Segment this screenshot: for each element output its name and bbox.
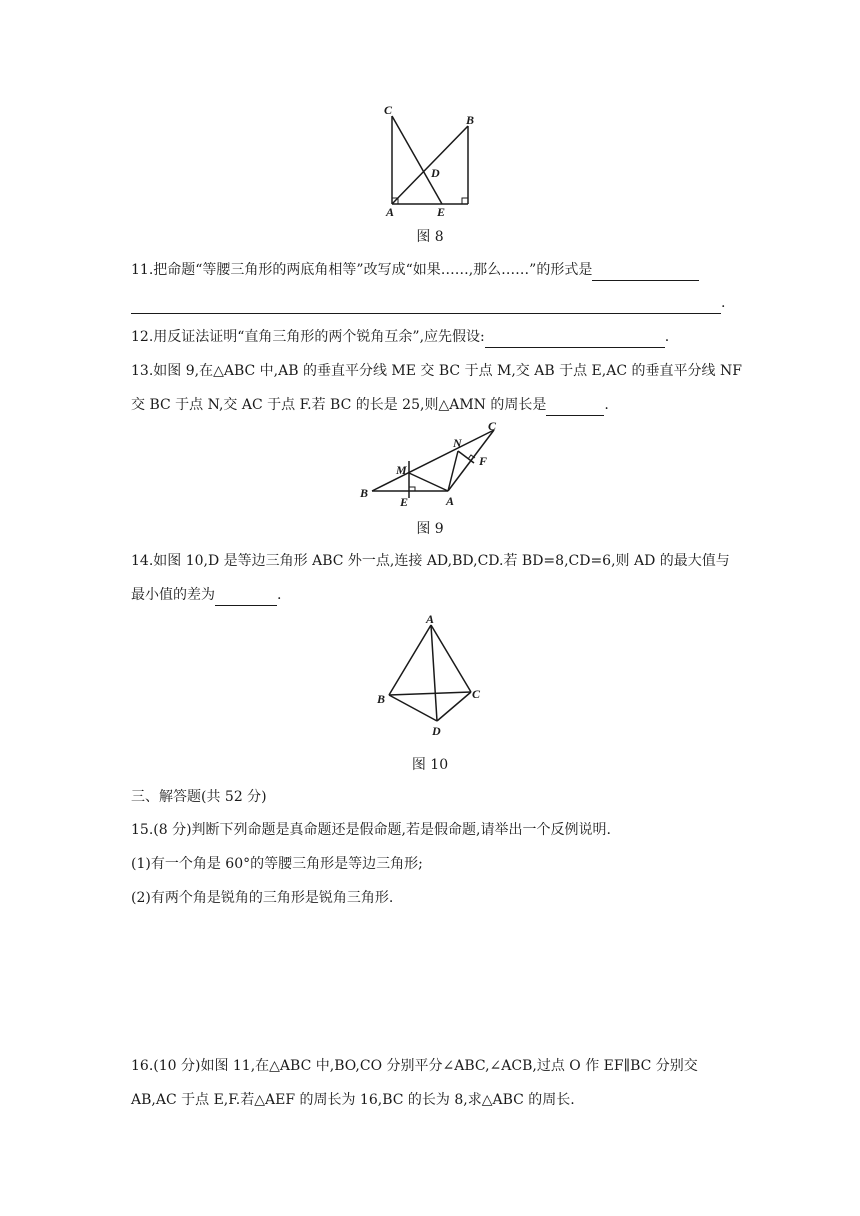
label-a: A (426, 612, 435, 626)
label-a: A (446, 494, 455, 508)
segment-ab (389, 625, 431, 695)
right-angle-mark-b (462, 198, 468, 204)
label-a: A (386, 205, 395, 219)
question-12-text: 12.用反证法证明“直角三角形的两个锐角互余”,应先假设: (131, 329, 485, 345)
question-12-end: . (664, 329, 670, 345)
figure-8-diagram (376, 100, 486, 220)
label-n: N (453, 436, 462, 450)
segment-nf (458, 451, 474, 463)
question-14-line-1: 14.如图 10,D 是等边三角形 ABC 外一点,连接 AD,BD,CD.若 BD=8,CD=6,则 AD 的最大值与 (131, 553, 730, 569)
question-15-part-1: (1)有一个角是 60°的等腰三角形是等边三角形; (131, 856, 423, 872)
section-3-title: 三、解答题(共 52 分) (131, 789, 267, 805)
question-11-blank-2[interactable] (131, 293, 721, 314)
question-11-end: . (721, 295, 726, 311)
question-14-blank[interactable] (215, 585, 277, 606)
question-14-line-2 (131, 585, 281, 606)
question-16-line-1: 16.(10 分)如图 11,在△ABC 中,BO,CO 分别平分∠ABC,∠ACB,过点 O 作 EF∥BC 分别交 (131, 1058, 698, 1074)
question-11 (131, 260, 699, 281)
label-c: C (472, 687, 481, 701)
segment-ac (431, 625, 471, 692)
figure-10-caption: 图 10 (411, 757, 449, 773)
figure-9 (356, 418, 516, 514)
label-f: F (479, 454, 488, 468)
question-14-text: 最小值的差为 (131, 587, 215, 603)
question-11-blank-1[interactable] (592, 260, 699, 281)
segment-ab-diagonal (392, 126, 468, 204)
label-d: D (431, 166, 440, 180)
label-e: E (400, 495, 409, 509)
question-13-end: . (604, 397, 609, 413)
label-b: B (377, 692, 386, 706)
segment-bc (372, 430, 494, 491)
figure-9-diagram (356, 418, 516, 514)
label-d: D (432, 724, 441, 738)
question-15-stem: 15.(8 分)判断下列命题是真命题还是假命题,若是假命题,请举出一个反例说明. (131, 822, 611, 838)
question-15-part-2: (2)有两个角是锐角的三角形是锐角三角形. (131, 890, 394, 906)
segment-bd (389, 695, 437, 721)
question-13-text: 交 BC 于点 N,交 AC 于点 F.若 BC 的长是 25,则△AMN 的周长是 (131, 397, 547, 413)
label-e: E (437, 205, 446, 219)
question-13-line-1: 13.如图 9,在△ABC 中,AB 的垂直平分线 ME 交 BC 于点 M,交 AB 于点 E,AC 的垂直平分线 NF (131, 363, 742, 379)
question-11-continued (131, 293, 725, 314)
figure-10-diagram (370, 611, 490, 745)
segment-ad (431, 625, 437, 721)
question-13-blank[interactable] (546, 395, 604, 416)
question-16-line-2: AB,AC 于点 E,F.若△AEF 的周长为 16,BC 的长为 8,求△ABC 的周长. (131, 1092, 575, 1108)
question-12-blank[interactable] (485, 327, 665, 348)
label-c: C (488, 419, 497, 433)
question-12 (131, 327, 669, 348)
label-b: B (466, 113, 475, 127)
label-m: M (396, 463, 407, 477)
label-c: C (384, 103, 393, 117)
figure-8-caption: 图 8 (416, 229, 444, 245)
figure-9-caption: 图 9 (416, 521, 444, 537)
question-11-text: 11.把命题“等腰三角形的两底角相等”改写成“如果……,那么……”的形式是 (131, 262, 593, 278)
label-b: B (360, 486, 369, 500)
figure-10 (370, 611, 490, 745)
segment-bc (389, 692, 471, 695)
question-13-line-2 (131, 395, 609, 416)
segment-cd (437, 692, 471, 721)
question-14-end: . (277, 587, 282, 603)
figure-8 (376, 100, 486, 220)
